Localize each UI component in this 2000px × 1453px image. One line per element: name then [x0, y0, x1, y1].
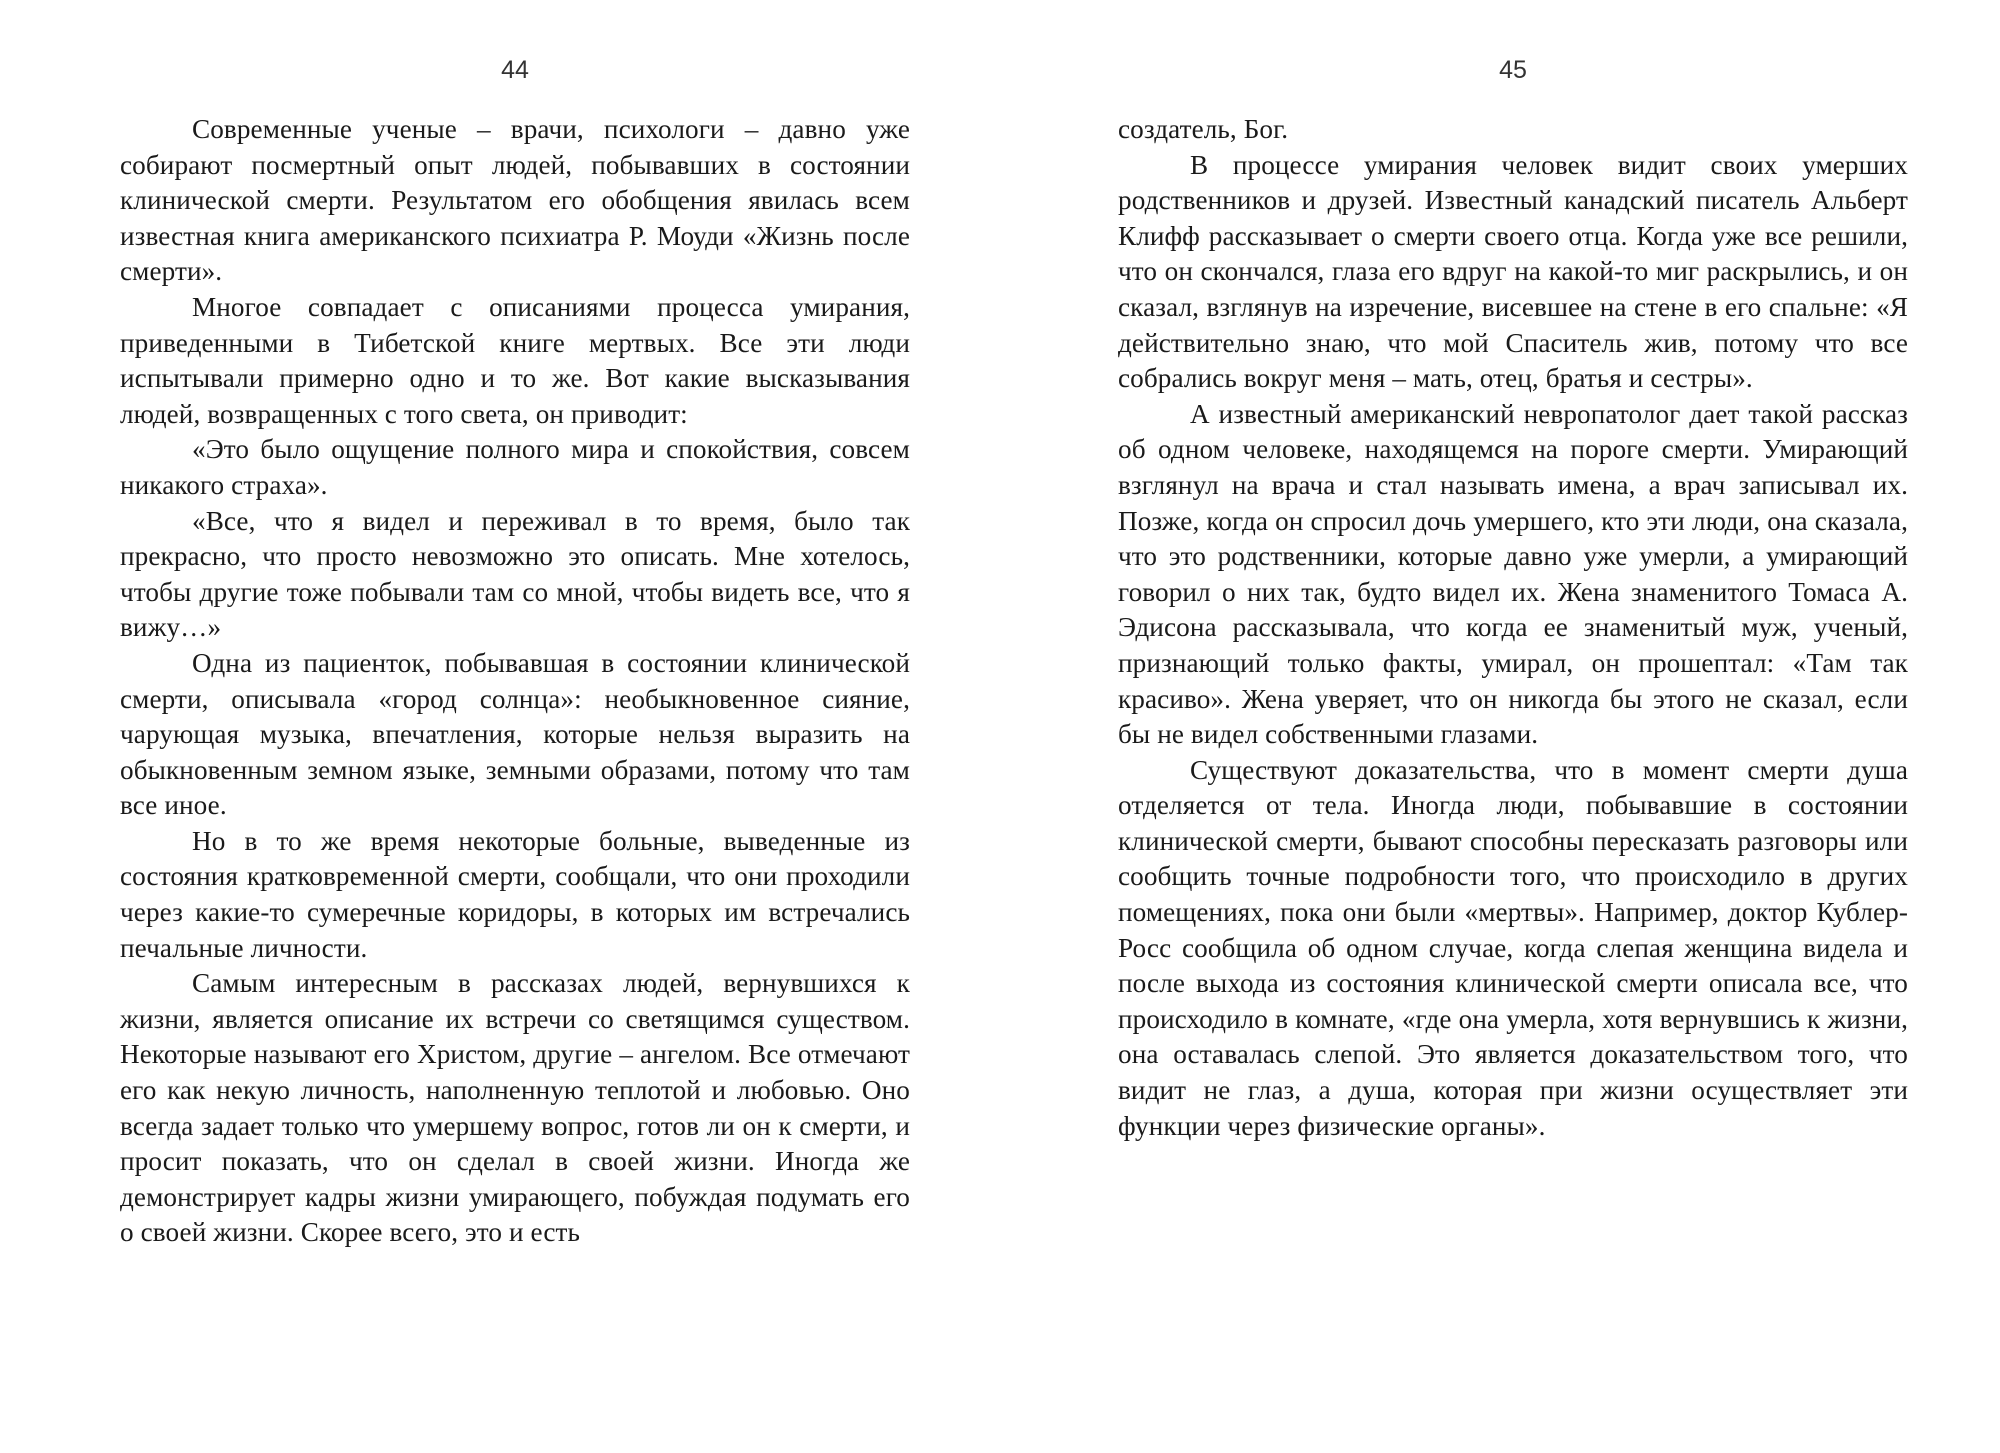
continuation-line: создатель, Бог.: [1118, 114, 1289, 144]
paragraph: А известный американский невропатолог дает такой рассказ об одном человеке, находящемся на пороге смерти. Умирающий взглянул на врача и стал называть имена, а врач записывал их. Позже, когда он спросил дочь умершего, кто эти люди, она сказала, что это родственники, которые давно уже умерли, а умирающий говорил о них так, будто видел их. Жена знаменитого Томаса А. Эдисона рассказывала, что когда ее знаменитый муж, ученый, признающий только факты, умирал, он прошептал: «Там так красиво». Жена уверяет, что он никогда бы этого не сказал, если бы не видел собственными глазами.: [1118, 398, 1908, 750]
right-page: [1118, 0, 1908, 1453]
right-page-text: [1118, 112, 1908, 1144]
paragraph: Современные ученые – врачи, психологи – давно уже собирают посмертный опыт людей, побывавших в состоянии клинической смерти. Результатом его обобщения явилась всем известная книга американского психиатра Р. Моуди «Жизнь после смерти».: [120, 114, 910, 287]
left-page-text: [120, 112, 910, 1251]
paragraph: Существуют доказательства, что в момент смерти душа отделяется от тела. Иногда люди, побывавшие в состоянии клинической смерти, бывают способны пересказать разговоры или сообщить точные подробности того, что происходило в других помещениях, пока они были «мертвы». Например, доктор Кублер-Росс сообщила об одном случае, когда слепая женщина видела и после выхода из состояния клинической смерти описала все, что происходило в комнате, «где она умерла, хотя вернувшись к жизни, она оставалась слепой. Это является доказательством того, что видит не глаз, а душа, которая при жизни осуществляет эти функции через физические органы».: [1118, 754, 1908, 1141]
paragraph: В процессе умирания человек видит своих умерших родственников и друзей. Известный канадский писатель Альберт Клифф рассказывает о смерти своего отца. Когда уже все решили, что он скончался, глаза его вдруг на какой-то миг раскрылись, и он сказал, взглянув на изречение, висевшее на стене в его спальне: «Я действительно знаю, что мой Спаситель жив, потому что все собрались вокруг меня – мать, отец, братья и сестры».: [1118, 149, 1908, 394]
quote-paragraph: «Это было ощущение полного мира и спокойствия, совсем никакого страха».: [120, 434, 910, 500]
page-number-left: 44: [501, 56, 529, 84]
paragraph: Одна из пациенток, побывавшая в состоянии клинической смерти, описывала «город солнца»: необыкновенное сияние, чарующая музыка, впечатления, которые нельзя выразить на обыкновенным земном языке, земными образами, потому что там все иное.: [120, 647, 910, 821]
paragraph: Многое совпадает с описаниями процесса умирания, приведенными в Тибетской книге мертвых. Все эти люди испытывали примерно одно и то же. Вот какие высказывания людей, возвращенных с того света, он приводит:: [120, 291, 910, 429]
left-page: [120, 0, 910, 1453]
paragraph: Самым интересным в рассказах людей, вернувшихся к жизни, является описание их встречи со светящимся существом. Некоторые называют его Христом, другие – ангелом. Все отмечают его как некую личность, наполненную теплотой и любовью. Оно всегда задает только что умершему вопрос, готов ли он к смерти, и просит показать, что он сделал в своей жизни. Иногда же демонстрирует кадры жизни умирающего, побуждая подумать его о своей жизни. Скорее всего, это и есть: [120, 968, 910, 1248]
quote-paragraph: «Все, что я видел и переживал в то время, было так прекрасно, что просто невозможно это описать. Мне хотелось, чтобы другие тоже побывали там со мной, чтобы видеть все, что я вижу…»: [120, 505, 910, 643]
paragraph: Но в то же время некоторые больные, выведенные из состояния кратковременной смерти, сообщали, что они проходили через какие-то сумеречные коридоры, в которых им встречались печальные личности.: [120, 825, 910, 963]
page-number-right: 45: [1499, 56, 1527, 84]
